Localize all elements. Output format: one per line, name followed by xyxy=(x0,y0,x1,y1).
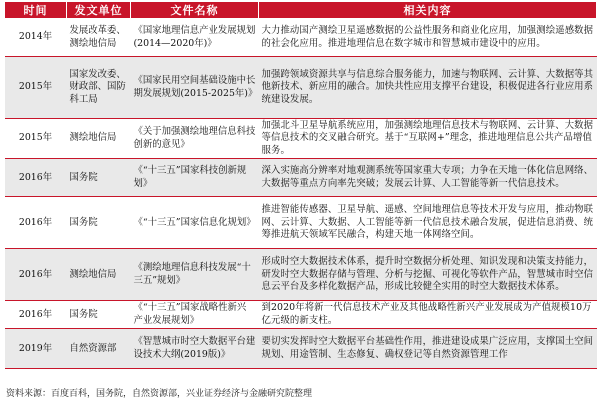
header-content: 相关内容 xyxy=(259,2,597,19)
row-unit: 国务院 xyxy=(67,197,131,249)
row-content: 加强跨领域资源共享与信息综合服务能力，加速与物联网、云计算、大数据等其他新技术、新应用的融合。加快共性应用支撑平台建设，积极促进各行业应用系统建设发展。 xyxy=(259,57,597,119)
row-name: 《国家民用空间基础设施中长期发展规划(2015-2025年)》 xyxy=(131,57,259,119)
header-time: 时间 xyxy=(5,2,67,19)
row-time: 2015年 xyxy=(5,57,67,119)
header-unit: 发文单位 xyxy=(67,2,131,19)
row-time: 2014年 xyxy=(5,19,67,57)
table-row xyxy=(5,197,597,249)
table-row xyxy=(5,119,597,159)
row-name: 《国家地理信息产业发展规划(2014—2020年)》 xyxy=(131,19,259,57)
row-unit: 发展改革委、测绘地信局 xyxy=(67,19,131,57)
row-time: 2019年 xyxy=(5,329,67,369)
row-unit: 测绘地信局 xyxy=(67,249,131,301)
row-content: 加强北斗卫星导航系统应用，加强测绘地理信息技术与物联网、云计算、大数据等信息技术的交叉融合研究。基于“互联网+”理念，推进地理信息公共产品增值服务。 xyxy=(259,119,597,159)
row-content: 形成时空大数据技术体系，提升时空数据分析处理、知识发现和决策支持能力，研发时空大数据存储与管理、分析与挖掘、可视化等软件产品，智慧城市时空信息云平台及多样化数据产品，形成比较健全实用的时空大数据技术体系。 xyxy=(259,249,597,301)
row-name: 《关于加强测绘地理信息科技创新的意见》 xyxy=(131,119,259,159)
row-content: 大力推动国产测绘卫星遥感数据的公益性服务和商业化应用，加强测绘遥感数据的社会化应用。推进地理信息在数字城市和智慧城市建设中的应用。 xyxy=(259,19,597,57)
table-row xyxy=(5,57,597,119)
row-content: 推进智能传感器、卫星导航、遥感、空间地理信息等技术开发与应用，推动物联网、云计算、大数据、人工智能等新一代信息技术融合发展，促进信息消费、统筹推进航天领域军民融合，构建天地一体网络空间。 xyxy=(259,197,597,249)
row-time: 2016年 xyxy=(5,301,67,329)
row-time: 2016年 xyxy=(5,197,67,249)
policy-table xyxy=(4,1,597,369)
table-row xyxy=(5,301,597,329)
row-content: 到2020年将新一代信息技术产业及其他战略性新兴产业发展成为产值规模10万亿元级的新支柱。 xyxy=(259,301,597,329)
source-note: 资料来源：百度百科，国务院，自然资源部，兴业证券经济与金融研究院整理 xyxy=(6,389,313,399)
table-header-row xyxy=(5,2,597,19)
table-row xyxy=(5,329,597,369)
row-content: 深入实施高分辨率对地观测系统等国家重大专项；力争在天地一体化信息网络、大数据等重点方向率先突破；发展云计算、人工智能等新一代信息技术。 xyxy=(259,159,597,197)
table-row xyxy=(5,159,597,197)
row-unit: 国家发改委、财政部、国防科工局 xyxy=(67,57,131,119)
row-unit: 国务院 xyxy=(67,159,131,197)
table-row xyxy=(5,19,597,57)
row-unit: 自然资源部 xyxy=(67,329,131,369)
row-name: 《智慧城市时空大数据平台建设技术大纲(2019版)》 xyxy=(131,329,259,369)
row-time: 2015年 xyxy=(5,119,67,159)
row-name: 《测绘地理信息科技发展“十三五”规划》 xyxy=(131,249,259,301)
header-name: 文件名称 xyxy=(131,2,259,19)
row-name: 《“十三五”国家科技创新规划》 xyxy=(131,159,259,197)
table-row xyxy=(5,249,597,301)
row-time: 2016年 xyxy=(5,159,67,197)
row-name: 《“十三五”国家信息化规划》 xyxy=(131,197,259,249)
row-name: 《“十三五”国家战略性新兴产业发展规划》 xyxy=(131,301,259,329)
row-unit: 国务院 xyxy=(67,301,131,329)
row-unit: 测绘地信局 xyxy=(67,119,131,159)
row-content: 要切实发挥时空大数据平台基础性作用，推进建设成果广泛应用，支撑国土空间规划、用途管制、生态修复、确权登记等自然资源管理工作 xyxy=(259,329,597,369)
row-time: 2016年 xyxy=(5,249,67,301)
